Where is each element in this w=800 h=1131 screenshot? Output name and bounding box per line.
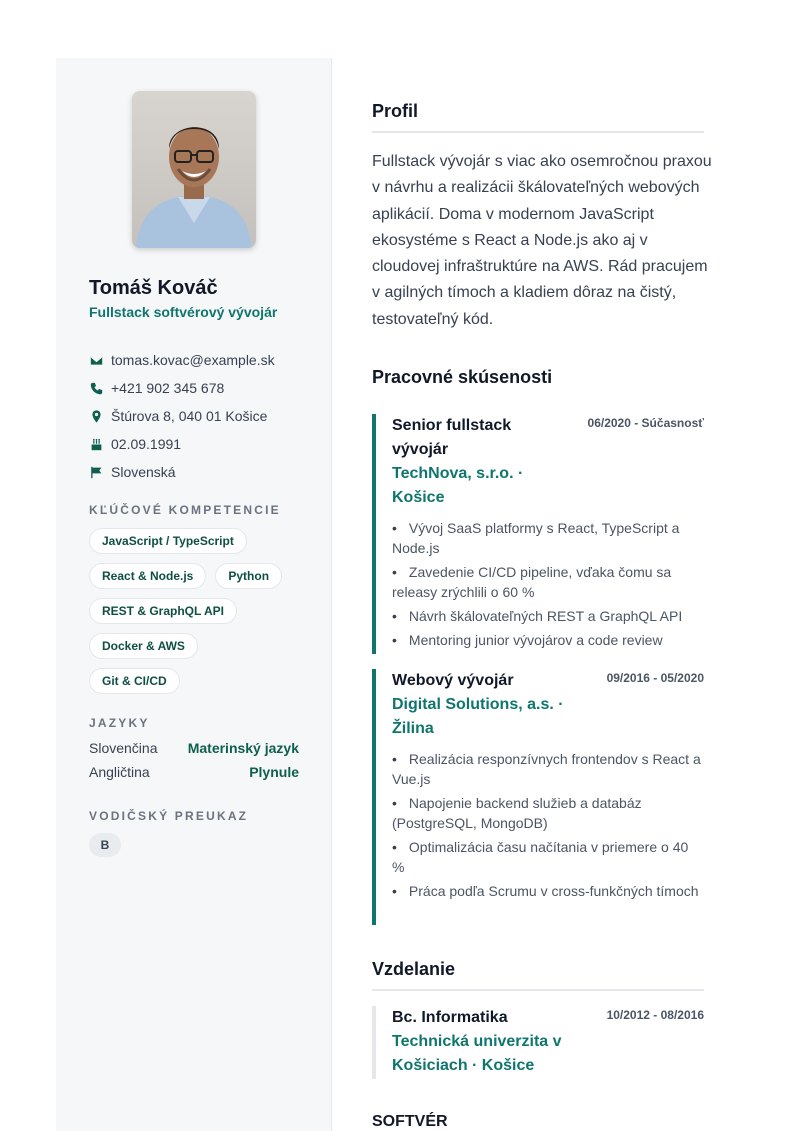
envelope-icon xyxy=(89,353,103,367)
skill-chip: JavaScript / TypeScript xyxy=(89,528,247,554)
contact-email[interactable] xyxy=(89,346,275,374)
birthday-cake-icon xyxy=(89,437,103,451)
education-degree: Bc. Informatika xyxy=(392,1009,508,1026)
job-bullet: • Napojenie backend služieb a databáz (PostgreSQL, MongoDB) xyxy=(392,793,704,833)
profile-heading: Profil xyxy=(372,101,704,133)
profile-text: Fullstack vývojár s viac ako osemročnou praxou v návrhu a realizácii škálovateľných webových aplikácií. Doma v modernom JavaScript ekosystéme s React a Node.js ako aj v cloudovej infraštruktúre na AWS. Rád pracujem v agilných tímoch a kladiem dôraz na čistý, testovateľný kód. xyxy=(372,153,712,328)
map-pin-icon xyxy=(89,409,103,423)
contact-address-text: Štúrova 8, 040 01 Košice xyxy=(111,408,268,424)
job-dates: 06/2020 - Súčasnosť xyxy=(587,416,704,430)
job-bullets xyxy=(392,518,704,650)
job-bullet: • Zavedenie CI/CD pipeline, vďaka čomu sa releasy zrýchlili o 60 % xyxy=(392,562,704,602)
languages-list xyxy=(89,740,299,788)
job-company: Digital Solutions, a.s. · Žilina xyxy=(392,696,564,737)
skill-chip: Git & CI/CD xyxy=(89,668,180,694)
job-entry xyxy=(372,669,704,925)
license-heading: VODIČSKÝ PREUKAZ xyxy=(89,809,249,823)
languages-heading: JAZYKY xyxy=(89,716,150,730)
sidebar xyxy=(56,58,332,1131)
language-name: Angličtina xyxy=(89,764,150,780)
job-entry xyxy=(372,414,704,654)
profile-photo xyxy=(132,91,256,248)
language-row xyxy=(89,764,299,788)
education-dates: 10/2012 - 08/2016 xyxy=(606,1008,704,1022)
job-bullet: • Optimalizácia času načítania v priemere o 40 % xyxy=(392,837,704,877)
skills-heading: KĽÚČOVÉ KOMPETENCIE xyxy=(89,503,281,517)
job-bullet: • Práca podľa Scrumu v cross-funkčných tímoch xyxy=(392,881,704,901)
skills-list xyxy=(89,528,304,703)
contact-nationality xyxy=(89,458,275,486)
contact-phone-text: +421 902 345 678 xyxy=(111,380,225,396)
job-bullet: • Vývoj SaaS platformy s React, TypeScript a Node.js xyxy=(392,518,704,558)
contact-list xyxy=(89,346,275,486)
person-name: Tomáš Kováč xyxy=(89,277,218,299)
job-bullets xyxy=(392,749,704,901)
language-name: Slovenčina xyxy=(89,740,158,756)
contact-birthdate xyxy=(89,430,275,458)
person-portrait-icon xyxy=(132,91,256,248)
skill-chip: Docker & AWS xyxy=(89,633,198,659)
job-title: Webový vývojár xyxy=(392,672,514,689)
phone-icon xyxy=(89,381,103,395)
language-level: Plynule xyxy=(249,764,299,780)
contact-email-text: tomas.kovac@example.sk xyxy=(111,352,275,368)
language-level: Materinský jazyk xyxy=(187,740,299,756)
education-entry xyxy=(372,1006,704,1079)
flag-icon xyxy=(89,465,103,479)
contact-address xyxy=(89,402,275,430)
language-row xyxy=(89,740,299,764)
skill-chip: React & Node.js xyxy=(89,563,206,589)
license-badge: B xyxy=(89,833,121,857)
job-company: TechNova, s.r.o. · Košice xyxy=(392,465,524,506)
contact-birthdate-text: 02.09.1991 xyxy=(111,436,182,452)
job-bullet: • Realizácia responzívnych frontendov s React a Vue.js xyxy=(392,749,704,789)
job-bullet: • Návrh škálovateľných REST a GraphQL API xyxy=(392,606,704,626)
education-school: Technická univerzita v Košiciach · Košice xyxy=(392,1033,562,1074)
person-title: Fullstack softvérový vývojár xyxy=(89,304,278,320)
skill-chip: Python xyxy=(215,563,282,589)
contact-phone[interactable] xyxy=(89,374,275,402)
job-dates: 09/2016 - 05/2020 xyxy=(606,671,704,685)
job-bullet: • Mentoring junior vývojárov a code review xyxy=(392,630,704,650)
contact-nationality-text: Slovenská xyxy=(111,464,176,480)
software-heading: SOFTVÉR xyxy=(372,1113,448,1130)
job-title: Senior fullstack vývojár xyxy=(392,417,512,458)
experience-heading: Pracovné skúsenosti xyxy=(372,367,553,387)
skill-chip: REST & GraphQL API xyxy=(89,598,237,624)
education-heading: Vzdelanie xyxy=(372,959,704,991)
